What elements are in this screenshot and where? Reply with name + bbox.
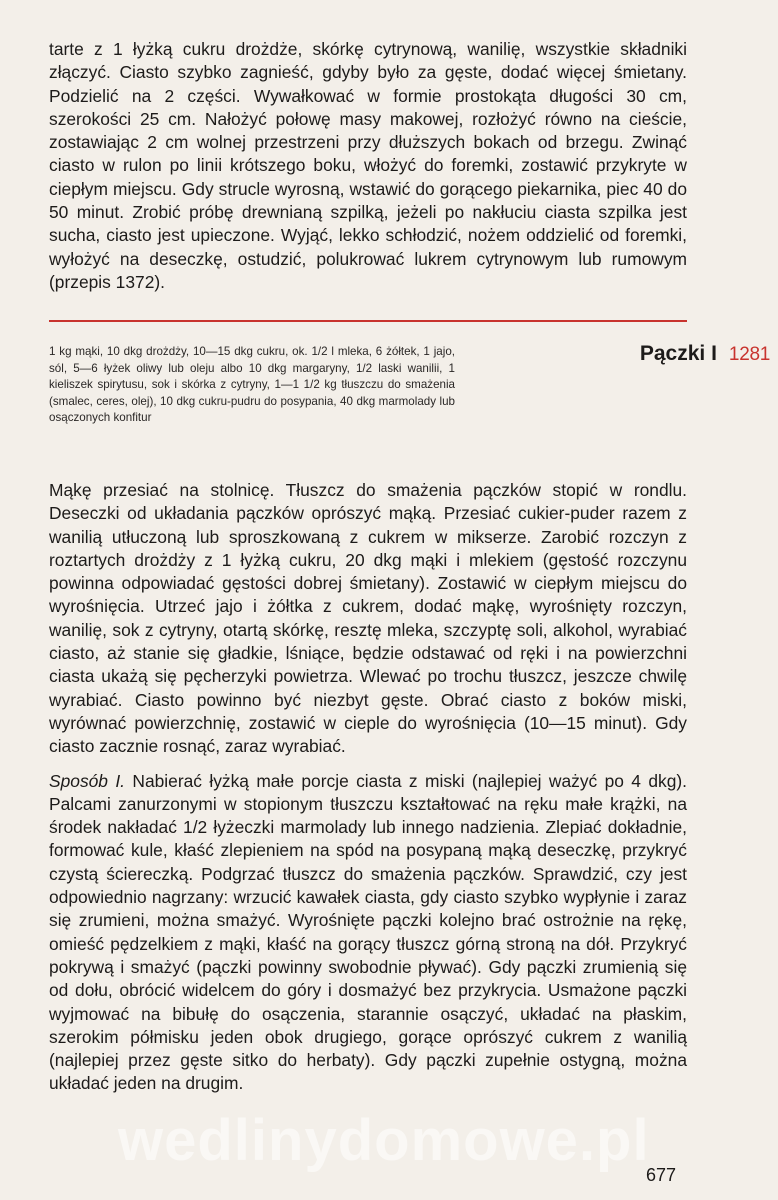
watermark: wedlinydomowe.pl <box>118 1108 650 1173</box>
recipe-title: Pączki I <box>639 342 717 365</box>
section-divider <box>49 320 687 322</box>
previous-recipe-continuation <box>49 38 687 294</box>
page-number: 677 <box>646 1165 677 1185</box>
ingredients-list: 1 kg mąki, 10 dkg drożdży, 10—15 dkg cukru, ok. 1/2 l mleka, 6 żółtek, 1 jajo, sól, 5—6 łyżek oliwy lub oleju albo 10 dkg margaryny, 1/2 laski wanilii, 1 kieliszek spirytusu, sok i skórka z cytryny, 1—1 1/2 kg tłuszczu do smażenia (smalec, ceres, olej), 10 dkg cukru-pudru do posypania, 40 dkg marmolady lub osączonych konfitur <box>49 345 455 425</box>
preparation-paragraph: Mąkę przesiać na stolnicę. Tłuszcz do smażenia pączków stopić w rondlu. Deseczki od układania pączków oprószyć mąką. Przesiać cukier-puder razem z wanilią utłuczoną lub sproszkowaną z cukrem w mikserze. Zarobić rozczyn z roztartych drożdży z 1 łyżką cukru, 20 dkg mąki i mlekiem (gęstość rozczynu powinna odpowiadać gęstości dobrej śmietany). Zostawić w ciepłym miejscu do wyrośnięcia. Utrzeć jajo i żółtka z cukrem, dodać mąkę, wyrośnięty rozczyn, wanilię, sok z cytryny, otartą skórkę, resztę mleka, szczyptę soli, alkohol, wyrabiać ciasto, aż stanie się gładkie, lśniące, będzie odstawać od ręki i na powierzchni ciasta ukażą się pęcherzyki powietrza. Wlewać po trochu tłuszcz, jeszcze chwilę wyrabiać. Ciasto powinno być niezbyt gęste. Obrać ciasto z boków miski, wyrównać powierzchnię, zostawić w cieple do wyrośnięcia (10—15 minut). Gdy ciasto zacznie rosnąć, zaraz wyrabiać. <box>49 480 687 757</box>
recipe-header <box>470 342 770 366</box>
method-label: Sposób I. <box>49 770 126 791</box>
continued-paragraph: tarte z 1 łyżką cukru drożdże, skórkę cytrynową, wanilię, wszystkie składniki złączyć. Ciasto szybko zagnieść, gdyby było za gęste, dodać więcej śmietany. Podzielić na 2 części. Wywałkować w formie prostokąta długości 30 cm, szerokości 25 cm. Nałożyć połowę masy makowej, rozłożyć równo na cieście, zostawiając 2 cm wolnej przestrzeni przy dłuższych bokach od brzegu. Zwinąć ciasto w rulon po linii krótszego boku, włożyć do foremki, zostawić przykryte w ciepłym miejscu. Gdy strucle wyrosną, wstawić do gorącego piekarnika, piec 40 do 50 minut. Zrobić próbę drewnianą szpilką, jeżeli po nakłuciu ciasta szpilka jest sucha, ciasto jest upieczone. Wyjąć, lekko schłodzić, nożem oddzielić od foremki, wyłożyć na deseczkę, ostudzić, polukrować lukrem cytrynowym lub rumowym (przepis 1372). <box>49 39 687 292</box>
method-text: Nabierać łyżką małe porcje ciasta z miski (najlepiej ważyć po 4 dkg). Palcami zanurzonymi w stopionym tłuszczu kształtować na ręku małe krążki, na środek nakładać 1/2 łyżeczki marmolady lub innego nadzienia. Zlepiać dokładnie, formować kule, kłaść zlepieniem na spód na posypaną mąką deseczkę, przykryć czystą ściereczką. Podgrzać tłuszcz do smażenia pączków. Sprawdzić, czy jest odpowiednio nagrzany: wrzucić kawałek ciasta, gdy ciasto szybko wypłynie i zaraz się zrumieni, można smażyć. Wyrośnięte pączki kolejno brać ostrożnie na rękę, omieść pędzelkiem z mąki, kłaść na gorący tłuszcz górną stroną na dół. Przykryć pokrywą i smażyć (pączki powinny swobodnie pływać). Gdy pączki zrumienią się od dołu, obrócić widelcem do góry i dosmażyć bez przykrycia. Usmażone pączki wyjmować na bibułę do osączenia, starannie osączyć, układać na płaskim, szerokim półmisku jeden obok drugiego, gorące oprószyć cukrem z wanilią (najlepiej przez gęste sitko do herbaty). Gdy pączki zupełnie ostygną, można układać jeden na drugim. <box>49 770 687 1094</box>
recipe-body <box>49 479 687 1096</box>
recipe-number: 1281 <box>728 344 770 365</box>
method-paragraph <box>49 770 687 1096</box>
